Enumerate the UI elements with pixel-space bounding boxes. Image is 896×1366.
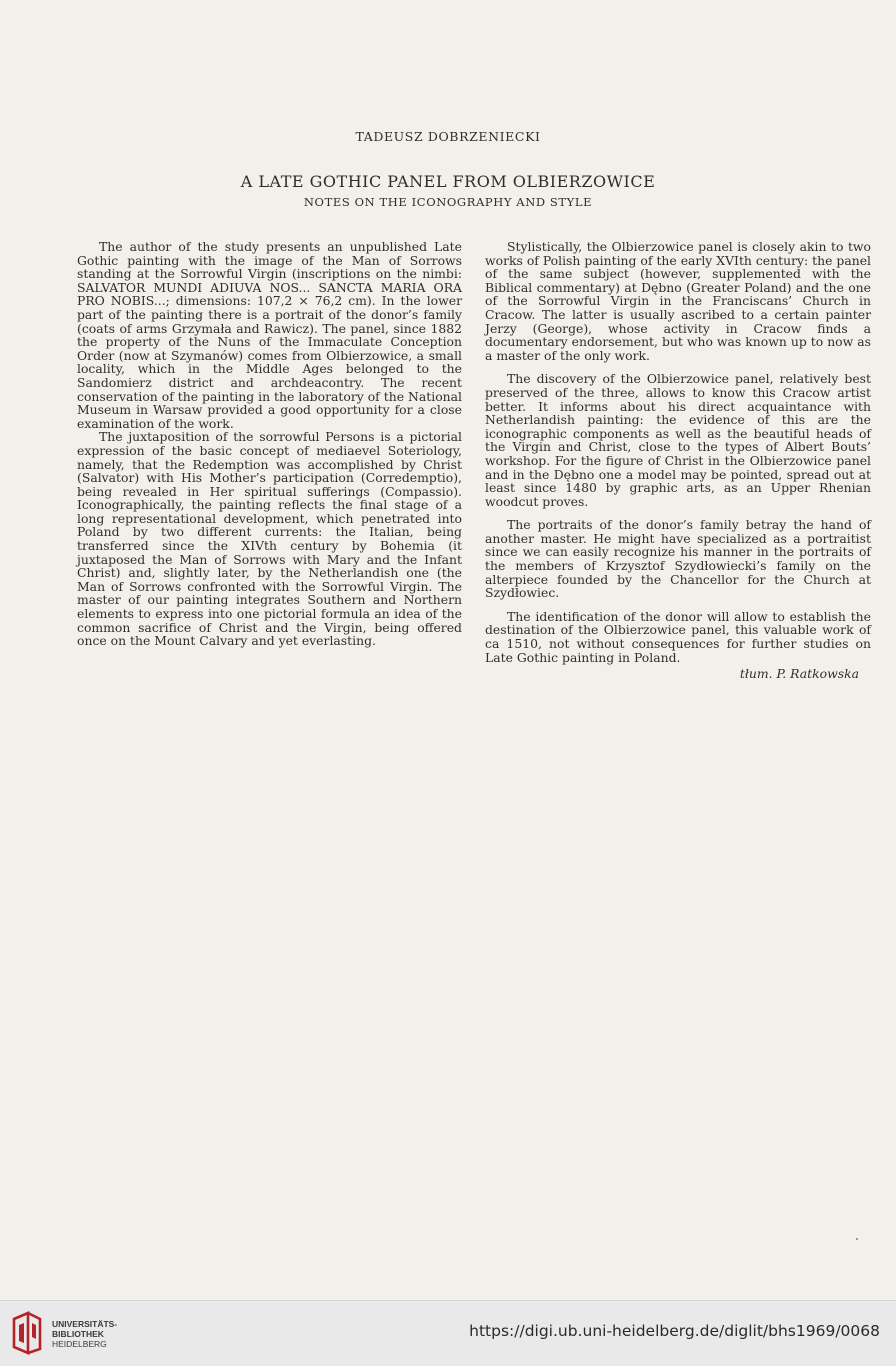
article-title: A LATE GOTHIC PANEL FROM OLBIERZOWICE (240, 172, 656, 191)
scan-speck (856, 1238, 858, 1240)
paragraph: Stylistically, the Olbierzowice panel is closely akin to two works of Polish painting of the early XVIth century: the panel of the same subject (however, supplemented with the Biblical commentary) at Dębno (Greater Poland) and the one of the Sorrowful Virgin in the Franciscans’ Church in Cracow. The latter is usually ascribed to a certain painter Jerzy (George), whose activity in Cracow finds a documentary endorsement, but who was known up to now as a master of the only work. (485, 239, 871, 363)
library-name-line: UNIVERSITÄTS- (52, 1319, 118, 1329)
viewer-footer (0, 1300, 896, 1366)
right-text-column (485, 240, 871, 681)
paragraph: The discovery of the Olbierzowice panel, relatively best preserved of the three, allows to know this Cracow artist better. It informs about his direct acquaintance with Netherlandish painting: the evidence of this are the iconographic components as well as the beautiful heads of the Virgin and Christ, close to the types of Albert Bouts’ workshop. For the figure of Christ in the Olbierzowice panel and in the Dębno one a model may be pointed, spread out at least since 1480 by graphic arts, as an Upper Rhenian woodcut proves. (485, 371, 871, 509)
translator-signature: tłum. P. Ratkowska (739, 666, 859, 682)
paragraph: The identification of the donor will allow to establish the destination of the Olbierzowice panel, this valuable work of ca 1510, not without consequences for further studies on Late Gothic painting in Poland. (485, 608, 871, 665)
permalink-url[interactable]: https://digi.ub.uni-heidelberg.de/diglit/bhs1969/0068 (469, 1322, 880, 1340)
article-subtitle: NOTES ON THE ICONOGRAPHY AND STYLE (303, 195, 593, 209)
article-author: TADEUSZ DOBRZENIECKI (355, 129, 541, 144)
university-library-logo-icon[interactable] (10, 1309, 44, 1357)
paragraph: The portraits of the donor’s family betray the hand of another master. He might have specialized as a portraitist since we can easily recognize his manner in the portraits of the members of Krzysztof Szydłowiecki’s family on the alterpiece founded by the Chancellor for the Church at Szydłowiec. (485, 517, 871, 601)
library-name-line: BIBLIOTHEK (52, 1329, 104, 1339)
library-name-line: HEIDELBERG (52, 1339, 107, 1349)
library-name (52, 1319, 117, 1349)
left-text-column (77, 240, 462, 648)
paragraph: The juxtaposition of the sorrowful Persons is a pictorial expression of the basic concept of mediaevel Soteriology, namely, that the Redemption was accomplished by Christ (Salvator) with His Mother’s participation (Corredemptio), being revealed in Her spiritual sufferings (Compassio). Iconographically, the painting reflects the final stage of a long representational development, which penetrated into Poland by two different currents: the Italian, being transferred since the XIVth century by Bohemia (it juxtaposed the Man of Sorrows with Mary and the Infant Christ) and, slightly later, by the Netherlandish one (the Man of Sorrows confronted with the Sorrowful Virgin. The master of our painting integrates Southern and Northern elements to express into one pictorial formula an idea of the common sacrifice of Christ and the Virgin, being offered once on the Mount Calvary and yet everlasting. (77, 429, 462, 649)
paragraph: The author of the study presents an unpublished Late Gothic painting with the image of the Man of Sorrows standing at the Sorrowful Virgin (inscriptions on the nimbi: SALVATOR MUNDI ADIUVA NOS... SANCTA MARIA ORA PRO NOBIS...; dimensions: 107,2 × 76,2 cm). In the lower part of the painting there is a portrait of the donor’s family (coats of arms Grzymała and Rawicz). The panel, since 1882 the property of the Nuns of the Immaculate Conception Order (now at Szymanów) comes from Olbierzowice, a small locality, which in the Middle Ages belonged to the Sandomierz district and archdeacontry. The recent conservation of the painting in the laboratory of the National Museum in Warsaw provided a good opportunity for a close examination of the work. (77, 239, 462, 431)
